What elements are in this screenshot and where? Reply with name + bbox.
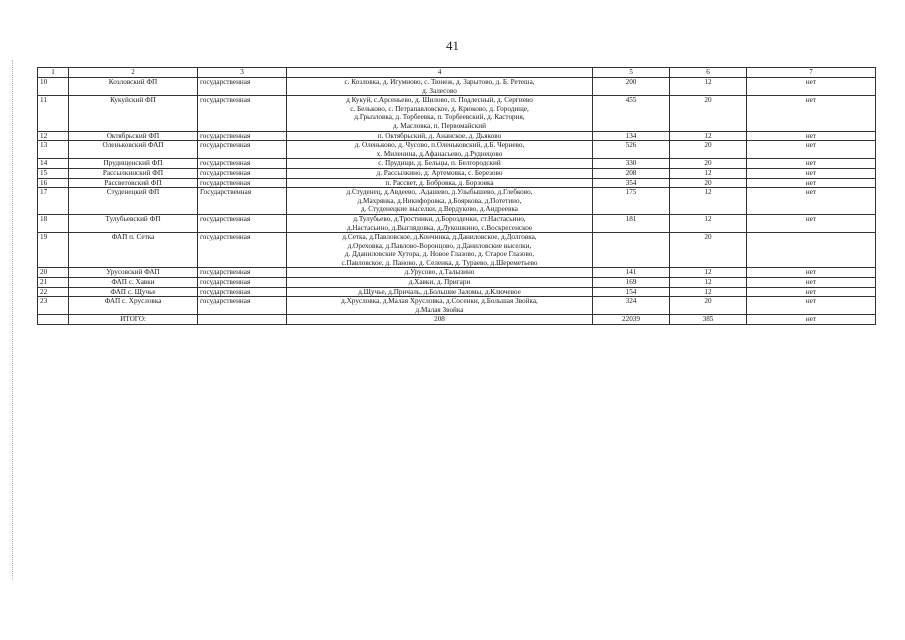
staff-cell: 20 — [670, 159, 747, 169]
settlement-line: д. Дданиловские Хутора, д. Новое Глазово, д. Старое Глазово, — [344, 250, 535, 259]
table-row — [38, 268, 876, 278]
facility-name-cell: ФАП п. Сетка — [69, 233, 198, 268]
population-cell: 175 — [593, 188, 670, 215]
population-cell — [593, 233, 670, 268]
settlement-line: д.Студенец, д.Авдеево, .Адашево, д.Улыбышево, д.Глебково, — [346, 188, 533, 197]
served-settlements-cell — [287, 287, 593, 297]
total-settlements-cell: 208 — [287, 315, 593, 325]
table-row — [38, 188, 876, 215]
settlement-line: х. Миленина, д.Афанасьево, д.Руднецово — [376, 149, 503, 158]
table-row — [38, 178, 876, 188]
table-row — [38, 159, 876, 169]
facility-name-cell: Урусовский ФАП — [69, 268, 198, 278]
row-number-cell: 19 — [38, 233, 69, 268]
facility-name-cell: Кукуйский ФП — [69, 96, 198, 131]
staff-cell: 12 — [670, 78, 747, 96]
ownership-type-cell: государственная — [198, 278, 287, 288]
total-type-cell — [198, 315, 287, 325]
row-number-cell: 14 — [38, 159, 69, 169]
table-row — [38, 96, 876, 131]
settlement-line: д.Настасьино, д.Выглядовка, д.Лукошкино, с.Воскресенское — [346, 223, 533, 232]
page-number: 41 — [446, 38, 459, 53]
facility-name-cell: Оленьковский ФАП — [69, 141, 198, 159]
settlement-line: д. Студенецкие выселки, д.Вердуково, д.Андреевка — [361, 205, 518, 214]
served-settlements-cell — [287, 268, 593, 278]
staff-cell: 12 — [670, 287, 747, 297]
need-cell: нет — [747, 188, 876, 215]
staff-cell: 12 — [670, 214, 747, 232]
settlement-line: д. Оленьково, д. Чусово, п.Оленьковский, д.Б. Чернево, — [354, 141, 525, 150]
settlement-line: д.Грызловка, д. Торбеевка, п. Торбеевский, д. Кастория, — [354, 113, 525, 122]
staff-cell: 20 — [670, 141, 747, 159]
staff-cell: 20 — [670, 297, 747, 315]
ownership-type-cell: государственная — [198, 78, 287, 96]
served-settlements-cell — [287, 141, 593, 159]
need-cell: нет — [747, 178, 876, 188]
row-number-cell: 12 — [38, 131, 69, 141]
header-cell: 6 — [670, 68, 747, 78]
ownership-type-cell: государственная — [198, 233, 287, 268]
row-number-cell: 17 — [38, 188, 69, 215]
facility-name-cell: Октябрьский ФП — [69, 131, 198, 141]
population-cell: 169 — [593, 278, 670, 288]
staff-cell: 20 — [670, 233, 747, 268]
facilities-table — [37, 67, 876, 325]
settlement-line: п. Рассвет, д. Бобровка, д. Борзовка — [385, 178, 494, 187]
staff-cell: 12 — [670, 131, 747, 141]
staff-cell: 12 — [670, 268, 747, 278]
served-settlements-cell — [287, 188, 593, 215]
row-number-cell: 15 — [38, 168, 69, 178]
total-empty-cell — [38, 315, 69, 325]
population-cell: 526 — [593, 141, 670, 159]
settlement-line: с. Прудищи, д. Бельцы, п. Белгородский — [378, 159, 501, 168]
table-row — [38, 214, 876, 232]
header-cell: 5 — [593, 68, 670, 78]
table-row — [38, 78, 876, 96]
settlement-line: д. Масловка, п. Первомайский — [393, 121, 486, 130]
header-cell: 3 — [198, 68, 287, 78]
population-cell: 354 — [593, 178, 670, 188]
served-settlements-cell — [287, 159, 593, 169]
population-cell: 208 — [593, 168, 670, 178]
population-cell: 154 — [593, 287, 670, 297]
settlement-line: с.Павловское, д. Паново, д. Селенка, д. Тураево, д.Шереметьево — [341, 258, 538, 267]
ownership-type-cell: государственная — [198, 214, 287, 232]
header-cell: 7 — [747, 68, 876, 78]
need-cell: нет — [747, 96, 876, 131]
row-number-cell: 20 — [38, 268, 69, 278]
facility-name-cell: ФАП с. Щучье — [69, 287, 198, 297]
margin-scan-marks — [12, 60, 15, 580]
facility-name-cell: ФАП с. Хавки — [69, 278, 198, 288]
settlement-line: д.Малая Звойка — [415, 305, 464, 314]
facility-name-cell: ФАП с. Хрусловка — [69, 297, 198, 315]
ownership-type-cell: государственная — [198, 159, 287, 169]
ownership-type-cell: государственная — [198, 141, 287, 159]
table-row — [38, 287, 876, 297]
table-row — [38, 131, 876, 141]
settlement-line: д.Тулубьево, д.Тростники, д.Борозденки, ст.Настасьино, — [353, 214, 526, 223]
ownership-type-cell: государственная — [198, 297, 287, 315]
population-cell: 330 — [593, 159, 670, 169]
served-settlements-cell — [287, 131, 593, 141]
ownership-type-cell: государственная — [198, 287, 287, 297]
table-row — [38, 297, 876, 315]
header-cell: 4 — [287, 68, 593, 78]
table-row — [38, 168, 876, 178]
settlement-line: д.Хавки, д. Пригари — [408, 278, 471, 287]
need-cell — [747, 233, 876, 268]
population-cell: 455 — [593, 96, 670, 131]
settlement-line: д.Махрянка, д.Никифоровка, д.Бояркова, д.Потетино, — [357, 196, 522, 205]
total-population-cell: 22039 — [593, 315, 670, 325]
facility-name-cell: Прудищенский ФП — [69, 159, 198, 169]
population-cell: 141 — [593, 268, 670, 278]
settlement-line: с. Бельково, с. Петрапавловское, д. Крюково, д. Городище, — [350, 104, 529, 113]
total-staff-cell: 385 — [670, 315, 747, 325]
total-label-cell: ИТОГО: — [69, 315, 198, 325]
staff-cell: 20 — [670, 178, 747, 188]
population-cell: 181 — [593, 214, 670, 232]
served-settlements-cell — [287, 278, 593, 288]
ownership-type-cell: государственная — [198, 96, 287, 131]
need-cell: нет — [747, 141, 876, 159]
need-cell: нет — [747, 278, 876, 288]
settlement-line: д.Щучье, д.Причаль, д.Большие Заломы, д.Ключевое — [358, 287, 521, 296]
settlement-line: с. Козловка, д. Игумново, с. Тюнеж, д. Зарытово, д. Б. Ретеша, — [344, 78, 535, 86]
settlement-line: д. Залесово — [422, 86, 457, 95]
facility-name-cell: Рассылкинский ФП — [69, 168, 198, 178]
settlement-line: д.Ореховка, д.Павлово-Воронцово, д.Даниловские выселки, — [347, 241, 532, 250]
row-number-cell: 10 — [38, 78, 69, 96]
facility-name-cell: Тулубьевский ФП — [69, 214, 198, 232]
facility-name-cell: Рассветовский ФП — [69, 178, 198, 188]
settlement-line: д. Рассылкино, д. Артемовка, с. Березово — [376, 168, 503, 177]
need-cell: нет — [747, 214, 876, 232]
staff-cell: 12 — [670, 278, 747, 288]
need-cell: нет — [747, 287, 876, 297]
ownership-type-cell: государственная — [198, 168, 287, 178]
header-cell: 2 — [69, 68, 198, 78]
need-cell: нет — [747, 297, 876, 315]
ownership-type-cell: государственная — [198, 268, 287, 278]
need-cell: нет — [747, 159, 876, 169]
served-settlements-cell — [287, 297, 593, 315]
header-row — [38, 68, 876, 78]
population-cell: 324 — [593, 297, 670, 315]
row-number-cell: 11 — [38, 96, 69, 131]
served-settlements-cell — [287, 214, 593, 232]
settlement-line: д.Хрусловка, д.Малая Хрусловка, д.Сосенки, д.Большая Звойка, — [341, 297, 538, 306]
need-cell: нет — [747, 78, 876, 96]
served-settlements-cell — [287, 96, 593, 131]
served-settlements-cell — [287, 78, 593, 96]
served-settlements-cell — [287, 178, 593, 188]
header-cell: 1 — [38, 68, 69, 78]
need-cell: нет — [747, 131, 876, 141]
settlement-line: д.Сетка, д.Павловское, д.Кончинка, д.Даниловское, д.Долговка, — [342, 233, 537, 242]
ownership-type-cell: государственная — [198, 131, 287, 141]
staff-cell: 20 — [670, 96, 747, 131]
table-body — [38, 68, 876, 325]
staff-cell: 12 — [670, 168, 747, 178]
population-cell: 200 — [593, 78, 670, 96]
table-row — [38, 141, 876, 159]
ownership-type-cell: Государственная — [198, 188, 287, 215]
total-need-cell: нет — [747, 315, 876, 325]
row-number-cell: 13 — [38, 141, 69, 159]
row-number-cell: 16 — [38, 178, 69, 188]
served-settlements-cell — [287, 168, 593, 178]
need-cell: нет — [747, 168, 876, 178]
row-number-cell: 21 — [38, 278, 69, 288]
table-row — [38, 233, 876, 268]
settlement-line: д.Урусово, д.Талызино — [404, 268, 475, 277]
facility-name-cell: Козловский ФП — [69, 78, 198, 96]
row-number-cell: 23 — [38, 297, 69, 315]
need-cell: нет — [747, 268, 876, 278]
settlement-line: д Кукуй, с.Арсеньево, д. Шилово, п. Подлесный, д. Сергиево — [346, 96, 533, 105]
total-row — [38, 315, 876, 325]
row-number-cell: 18 — [38, 214, 69, 232]
served-settlements-cell — [287, 233, 593, 268]
staff-cell: 12 — [670, 188, 747, 215]
facility-name-cell: Студенецкий ФП — [69, 188, 198, 215]
table-row — [38, 278, 876, 288]
ownership-type-cell: государственная — [198, 178, 287, 188]
row-number-cell: 22 — [38, 287, 69, 297]
population-cell: 134 — [593, 131, 670, 141]
settlement-line: п. Октябрьский, д. Ананское, д. Дьяково — [377, 131, 502, 140]
